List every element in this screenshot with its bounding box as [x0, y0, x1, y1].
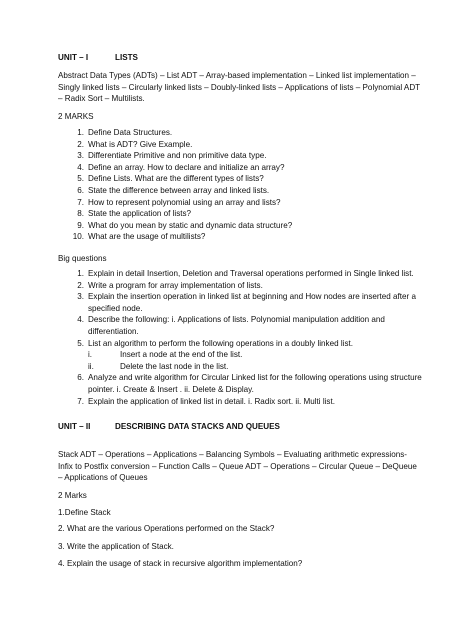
list-item-number: 3. — [77, 292, 84, 302]
list-item-number: 1. — [77, 128, 84, 137]
list-item — [58, 150, 422, 162]
list-item — [58, 396, 422, 408]
list-item-text: What do you mean by static and dynamic data structure? — [88, 220, 293, 230]
list-item-text: How to represent polynomial using an array and lists? — [88, 197, 281, 207]
list-item-text: Differentiate Primitive and non primitive data type. — [88, 151, 267, 161]
list-item-number: 1. — [77, 269, 84, 278]
list-item-text: Write a program for array implementation of lists. — [88, 280, 263, 290]
unit1-big-questions-heading: Big questions — [58, 254, 107, 263]
list-item — [58, 197, 422, 209]
list-item — [58, 127, 422, 139]
unit2-question-1: 1.Define Stack — [58, 508, 111, 517]
list-item — [58, 372, 422, 395]
list-item-number: 10. — [72, 232, 84, 242]
list-item-number: 6. — [77, 185, 84, 195]
sub-list-item — [58, 349, 422, 361]
unit1-label: UNIT – I — [58, 53, 89, 62]
unit1-syllabus: Abstract Data Types (ADTs) – List ADT – Array-based implementation – Linked list implementation – Singly linked lists – Circularly linked lists – Doubly-linked lists – Applications of lists – Polynomial ADT – Radix Sort – Multilists. — [58, 71, 420, 104]
list-item — [58, 314, 422, 337]
list-item — [58, 268, 422, 280]
list-item-number: 3. — [77, 151, 84, 161]
list-item — [58, 280, 422, 292]
list-item-number: 4. — [77, 162, 84, 172]
list-item-number: 5. — [77, 174, 84, 184]
list-item-text: State the difference between array and linked lists. — [88, 185, 270, 195]
list-item-text: Define an array. How to declare and initialize an array? — [88, 162, 285, 172]
unit2-title: DESCRIBING DATA STACKS AND QUEUES — [115, 422, 280, 431]
list-item — [58, 220, 422, 232]
sub-list-item-number: i. — [88, 350, 93, 360]
unit2-question-3: 3. Write the application of Stack. — [58, 542, 174, 551]
list-item-text: What are the usage of multilists? — [88, 232, 206, 242]
list-item-number: 8. — [77, 209, 84, 219]
list-item-number: 6. — [77, 373, 84, 383]
list-item-number: 2. — [77, 139, 84, 149]
list-item-text: Explain the insertion operation in linked list at beginning and How nodes are inserted after a specified node. — [88, 292, 417, 313]
sub-list-item-text: Insert a node at the end of the list. — [120, 350, 243, 360]
list-item — [58, 185, 422, 197]
unit2-syllabus: Stack ADT – Operations – Applications – Balancing Symbols – Evaluating arithmetic expressions- Infix to Postfix conversion – Function Calls – Queue ADT – Operations – Circular Queue – DeQueue – Applications of Queues — [58, 450, 417, 483]
sub-list-item-text: Delete the last node in the list. — [120, 361, 229, 371]
list-item-text: Define Lists. What are the different types of lists? — [88, 174, 264, 184]
list-item-text: Explain the application of linked list in detail. i. Radix sort. ii. Multi list. — [88, 396, 335, 406]
list-item-text: Explain in detail Insertion, Deletion and Traversal operations performed in Single linked list. — [88, 269, 414, 278]
list-item — [58, 162, 422, 174]
list-item-text: List an algorithm to perform the following operations in a doubly linked list. — [88, 338, 353, 348]
list-item-text: Describe the following: i. Applications of lists. Polynomial manipulation addition and differentiation. — [88, 315, 385, 336]
list-item-text: Analyze and write algorithm for Circular Linked list for the following operations using structure pointer. i. Create & Insert . ii. Delete & Display. — [88, 373, 422, 394]
unit1-two-marks-heading: 2 MARKS — [58, 112, 94, 121]
list-item — [58, 231, 422, 243]
list-item — [58, 338, 422, 350]
list-item — [58, 173, 422, 185]
list-item-number: 5. — [77, 338, 84, 348]
list-item-number: 4. — [77, 315, 84, 325]
list-item — [58, 208, 422, 220]
sub-list-item-number: ii. — [88, 361, 94, 371]
list-item — [58, 139, 422, 151]
unit2-label: UNIT – II — [58, 422, 91, 431]
unit2-question-2: 2. What are the various Operations performed on the Stack? — [58, 524, 275, 533]
list-item-number: 9. — [77, 220, 84, 230]
unit2-question-4: 4. Explain the usage of stack in recursive algorithm implementation? — [58, 559, 303, 568]
list-item-text: Define Data Structures. — [88, 128, 173, 137]
list-item-text: State the application of lists? — [88, 209, 192, 219]
list-item-text: What is ADT? Give Example. — [88, 139, 193, 149]
unit2-two-marks-heading: 2 Marks — [58, 491, 87, 500]
list-item — [58, 291, 422, 314]
list-item-number: 7. — [77, 396, 84, 406]
unit1-title: LISTS — [115, 53, 138, 62]
list-item-number: 2. — [77, 280, 84, 290]
sub-list-item — [58, 361, 422, 373]
list-item-number: 7. — [77, 197, 84, 207]
